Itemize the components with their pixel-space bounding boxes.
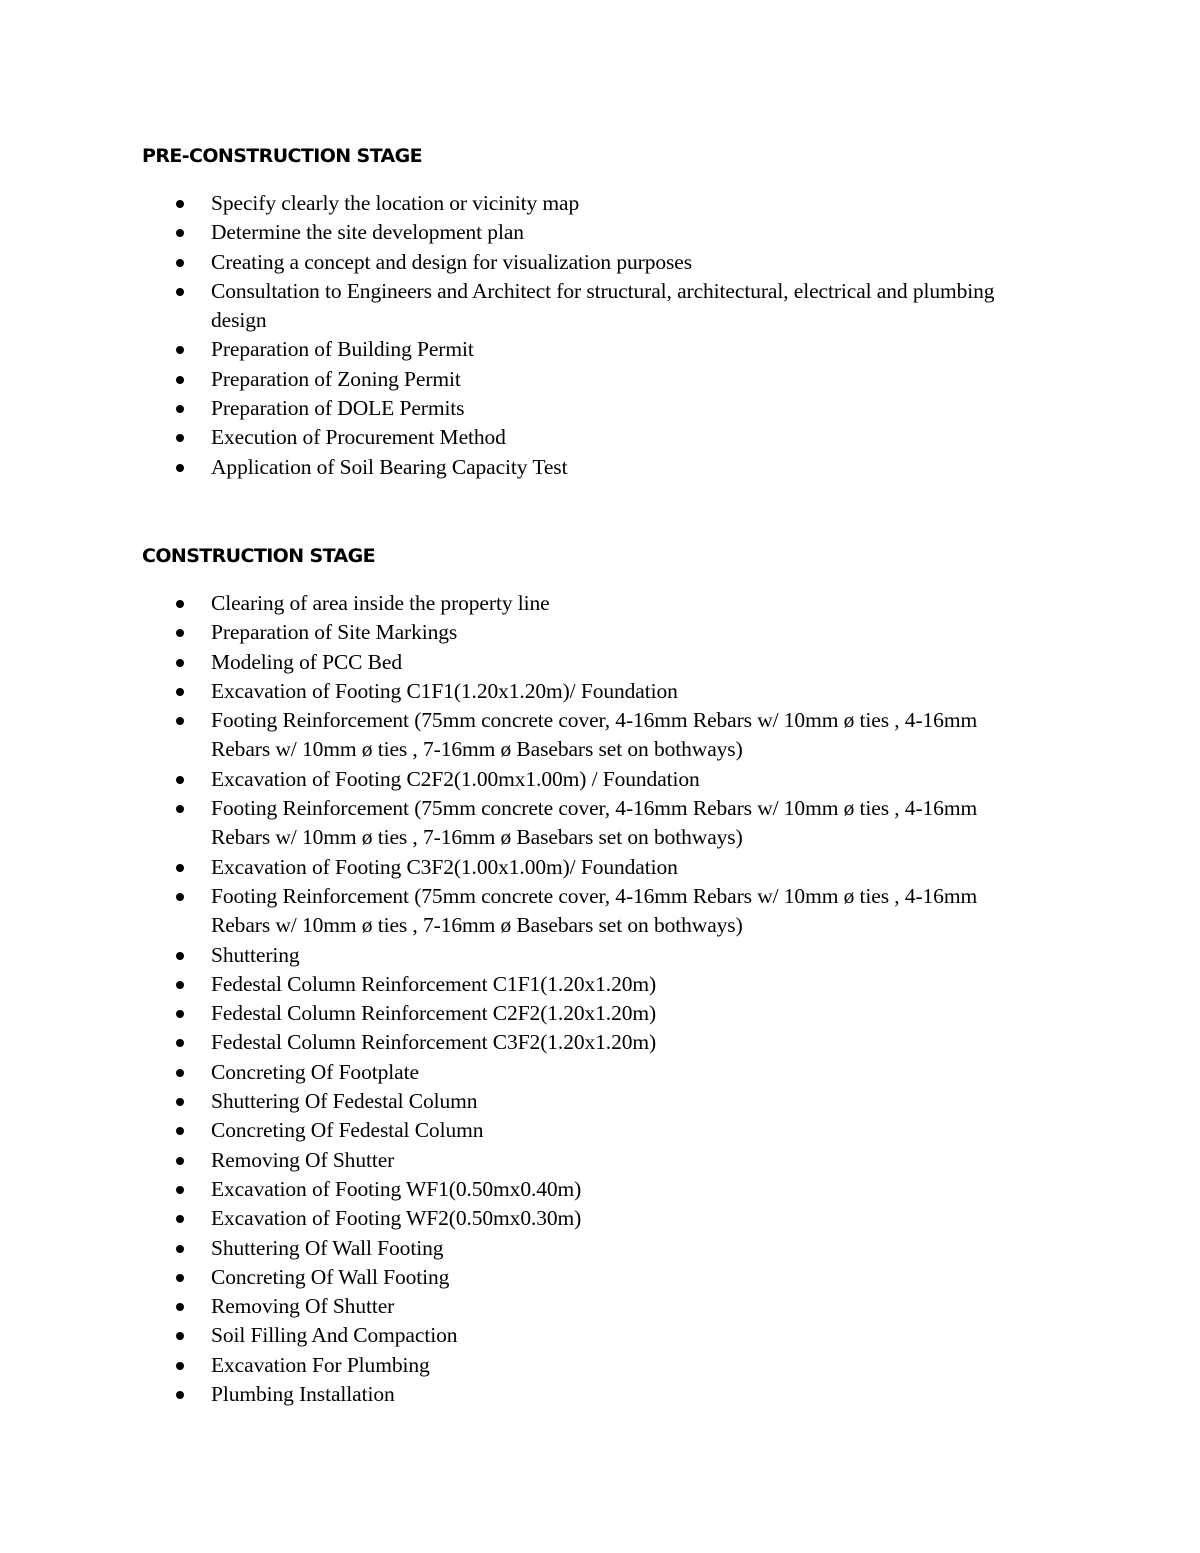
list-item — [0, 1263, 1011, 1292]
list-item-text: Excavation of Footing WF2(0.50mx0.30m) — [211, 1206, 582, 1231]
bullet-icon — [176, 952, 184, 960]
list-item-text: Concreting Of Footplate — [211, 1059, 419, 1084]
bullet-icon — [176, 600, 184, 608]
bullet-icon — [176, 1303, 184, 1311]
list-item — [0, 1087, 1011, 1116]
list-item-text: Excavation of Footing C3F2(1.00x1.00m)/ Foundation — [211, 854, 678, 879]
list-item — [0, 394, 1011, 423]
bullet-icon — [176, 981, 184, 989]
list-item — [0, 589, 1011, 618]
bullet-icon — [176, 434, 184, 442]
list-item-text: Concreting Of Wall Footing — [211, 1264, 450, 1289]
list-item-text: Shuttering — [211, 942, 300, 967]
list-item — [0, 1175, 1011, 1204]
list-item — [0, 1058, 1011, 1087]
pre-construction-heading: PRE-CONSTRUCTION STAGE — [142, 145, 423, 167]
list-item-text: Excavation For Plumbing — [211, 1352, 430, 1377]
bullet-icon — [176, 1010, 184, 1018]
list-item — [0, 882, 1011, 941]
list-item — [0, 1116, 1011, 1145]
bullet-icon — [176, 464, 184, 472]
list-item — [0, 1351, 1011, 1380]
list-item-text: Removing Of Shutter — [211, 1294, 395, 1319]
list-item — [0, 365, 1011, 394]
list-item-text: Shuttering Of Fedestal Column — [211, 1089, 478, 1114]
list-item-text: Preparation of DOLE Permits — [211, 396, 465, 421]
bullet-icon — [176, 200, 184, 208]
list-item — [0, 677, 1011, 706]
bullet-icon — [176, 346, 184, 354]
bullet-icon — [176, 893, 184, 901]
bullet-icon — [176, 1362, 184, 1370]
bullet-icon — [176, 659, 184, 667]
bullet-icon — [176, 229, 184, 237]
list-item — [0, 1234, 1011, 1263]
list-item-text: Footing Reinforcement (75mm concrete cover, 4-16mm Rebars w/ 10mm ø ties , 4-16mm Rebars w/ 10mm ø ties , 7-16mm ø Basebars set on bothways) — [211, 708, 978, 762]
bullet-icon — [176, 776, 184, 784]
list-item-text: Excavation of Footing C1F1(1.20x1.20m)/ Foundation — [211, 678, 678, 703]
list-item-text: Soil Filling And Compaction — [211, 1323, 458, 1348]
bullet-icon — [176, 1186, 184, 1194]
list-item — [0, 970, 1011, 999]
list-item — [0, 618, 1011, 647]
list-item-text: Fedestal Column Reinforcement C2F2(1.20x1.20m) — [211, 1001, 657, 1026]
list-item-text: Footing Reinforcement (75mm concrete cover, 4-16mm Rebars w/ 10mm ø ties , 4-16mm Rebars w/ 10mm ø ties , 7-16mm ø Basebars set on bothways) — [211, 796, 978, 850]
list-item-text: Application of Soil Bearing Capacity Test — [211, 454, 568, 479]
list-item — [0, 1028, 1011, 1057]
list-item-text: Footing Reinforcement (75mm concrete cover, 4-16mm Rebars w/ 10mm ø ties , 4-16mm Rebars w/ 10mm ø ties , 7-16mm ø Basebars set on bothways) — [211, 883, 978, 938]
bullet-icon — [176, 1332, 184, 1340]
bullet-icon — [176, 1391, 184, 1399]
bullet-icon — [176, 1215, 184, 1223]
bullet-icon — [176, 1098, 184, 1106]
list-item — [0, 1321, 1011, 1350]
list-item — [0, 941, 1011, 970]
list-item-text: Execution of Procurement Method — [211, 425, 506, 450]
bullet-icon — [176, 717, 184, 725]
list-item-text: Removing Of Shutter — [211, 1147, 395, 1172]
list-item-text: Modeling of PCC Bed — [211, 649, 403, 674]
list-item-text: Fedestal Column Reinforcement C3F2(1.20x1.20m) — [211, 1030, 657, 1055]
list-item-text: Clearing of area inside the property line — [211, 591, 550, 615]
bullet-icon — [176, 805, 184, 813]
bullet-icon — [176, 1245, 184, 1253]
bullet-icon — [176, 688, 184, 696]
list-item — [0, 794, 1011, 853]
list-item-text: Preparation of Building Permit — [211, 337, 474, 362]
bullet-icon — [176, 288, 184, 296]
bullet-icon — [176, 1157, 184, 1165]
list-item-text: Creating a concept and design for visualization purposes — [211, 249, 692, 274]
bullet-icon — [176, 405, 184, 413]
bullet-icon — [176, 259, 184, 267]
list-item — [0, 423, 1011, 452]
bullet-icon — [176, 1127, 184, 1135]
list-item — [0, 218, 1011, 247]
list-item — [0, 1204, 1011, 1233]
bullet-icon — [176, 864, 184, 872]
bullet-icon — [176, 1274, 184, 1282]
list-item-text: Consultation to Engineers and Architect for structural, architectural, electrical and plumbing design — [211, 278, 995, 333]
list-item — [0, 999, 1011, 1028]
list-item — [0, 248, 1011, 277]
list-item-text: Specify clearly the location or vicinity map — [211, 191, 580, 215]
bullet-icon — [176, 629, 184, 637]
list-item-text: Excavation of Footing C2F2(1.00mx1.00m) / Foundation — [211, 766, 700, 791]
list-item-text: Plumbing Installation — [211, 1382, 395, 1407]
list-item — [0, 453, 1011, 482]
list-item-text: Fedestal Column Reinforcement C1F1(1.20x1.20m) — [211, 971, 657, 996]
list-item — [0, 277, 1011, 336]
list-item — [0, 335, 1011, 364]
construction-list — [0, 589, 1200, 1409]
list-item — [0, 853, 1011, 882]
construction-heading: CONSTRUCTION STAGE — [142, 545, 375, 567]
bullet-icon — [176, 1039, 184, 1047]
list-item-text: Preparation of Site Markings — [211, 620, 458, 645]
list-item — [0, 706, 1011, 765]
list-item — [0, 648, 1011, 677]
bullet-icon — [176, 1069, 184, 1077]
list-item-text: Determine the site development plan — [211, 220, 524, 245]
list-item-text: Preparation of Zoning Permit — [211, 366, 461, 391]
list-item — [0, 1146, 1011, 1175]
list-item — [0, 1292, 1011, 1321]
list-item-text: Shuttering Of Wall Footing — [211, 1235, 444, 1260]
list-item — [0, 189, 1011, 218]
list-item-text: Concreting Of Fedestal Column — [211, 1118, 484, 1143]
bullet-icon — [176, 376, 184, 384]
pre-construction-list — [0, 189, 1200, 482]
list-item — [0, 765, 1011, 794]
list-item-text: Excavation of Footing WF1(0.50mx0.40m) — [211, 1176, 582, 1201]
list-item — [0, 1380, 1011, 1409]
